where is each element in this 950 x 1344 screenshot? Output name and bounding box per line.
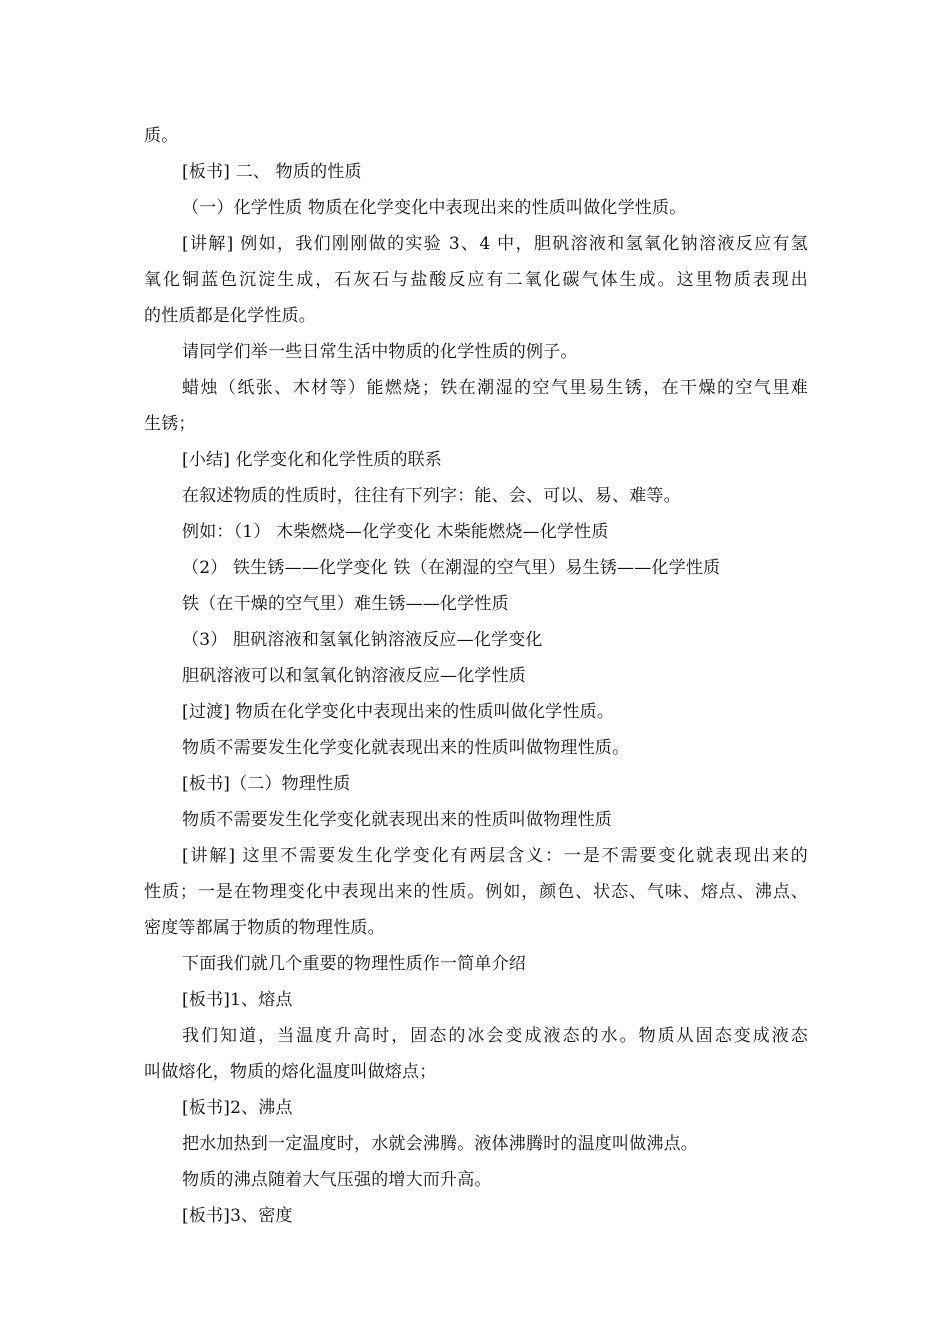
transition-line: [过渡] 物质在化学变化中表现出来的性质叫做化学性质。 [182,702,615,722]
chemical-property-definition: （一）化学性质 物质在化学变化中表现出来的性质叫做化学性质。 [182,198,687,218]
example-line: 铁（在干燥的空气里）难生锈——化学性质 [182,594,509,614]
example-line: 胆矾溶液可以和氢氧化钠溶液反应—化学性质 [182,666,526,686]
paragraph-line: 蜡烛（纸张、木材等）能燃烧；铁在潮湿的空气里易生锈，在干燥的空气里难 [182,378,808,398]
explanation-line: 的性质都是化学性质。 [144,306,316,326]
paragraph-line: 在叙述物质的性质时，往往有下列字：能、会、可以、易、难等。 [182,486,681,506]
paragraph-line: 请同学们举一些日常生活中物质的化学性质的例子。 [182,342,578,362]
summary-heading: [小结] 化学变化和化学性质的联系 [182,450,443,470]
paragraph-line: 叫做熔化，物质的熔化温度叫做熔点； [144,1062,437,1082]
paragraph-line: 物质的沸点随着大气压强的增大而升高。 [182,1170,492,1190]
paragraph-line: 生锈； [144,414,196,434]
paragraph-line: 把水加热到一定温度时，水就会沸腾。液体沸腾时的温度叫做沸点。 [182,1134,698,1154]
explanation-line: 氧化铜蓝色沉淀生成，石灰石与盐酸反应有二氧化碳气体生成。这里物质表现出 [144,270,808,290]
paragraph-line: 物质不需要发生化学变化就表现出来的性质叫做物理性质。 [182,738,630,758]
explanation-line: 密度等都属于物质的物理性质。 [144,918,385,938]
paragraph-line: 我们知道，当温度升高时，固态的冰会变成液态的水。物质从固态变成液态 [182,1026,808,1046]
explanation-line: 性质；一是在物理变化中表现出来的性质。例如，颜色、状态、气味、熔点、沸点、 [144,882,808,902]
physical-property-definition: 物质不需要发生化学变化就表现出来的性质叫做物理性质 [182,810,612,830]
board-heading-physical: [板书]（二）物理性质 [182,774,351,794]
explanation-line: [讲解] 例如，我们刚刚做的实验 3、4 中，胆矾溶液和氢氧化钠溶液反应有氢 [182,234,808,254]
board-heading-density: [板书]3、密度 [182,1206,293,1226]
paragraph-line: 质。 [144,126,179,146]
board-heading-boiling-point: [板书]2、沸点 [182,1098,293,1118]
board-heading-properties: [板书] 二、 物质的性质 [182,162,362,182]
example-line: （2） 铁生锈——化学变化 铁（在潮湿的空气里）易生锈——化学性质 [182,558,721,578]
board-heading-melting-point: [板书]1、熔点 [182,990,293,1010]
explanation-line: [讲解] 这里不需要发生化学变化有两层含义：一是不需要变化就表现出来的 [182,846,808,866]
example-line: 例如：（1） 木柴燃烧—化学变化 木柴能燃烧—化学性质 [182,522,609,542]
document-body [144,118,808,1234]
example-line: （3） 胆矾溶液和氢氧化钠溶液反应—化学变化 [182,630,543,650]
paragraph-line: 下面我们就几个重要的物理性质作一简单介绍 [182,954,526,974]
